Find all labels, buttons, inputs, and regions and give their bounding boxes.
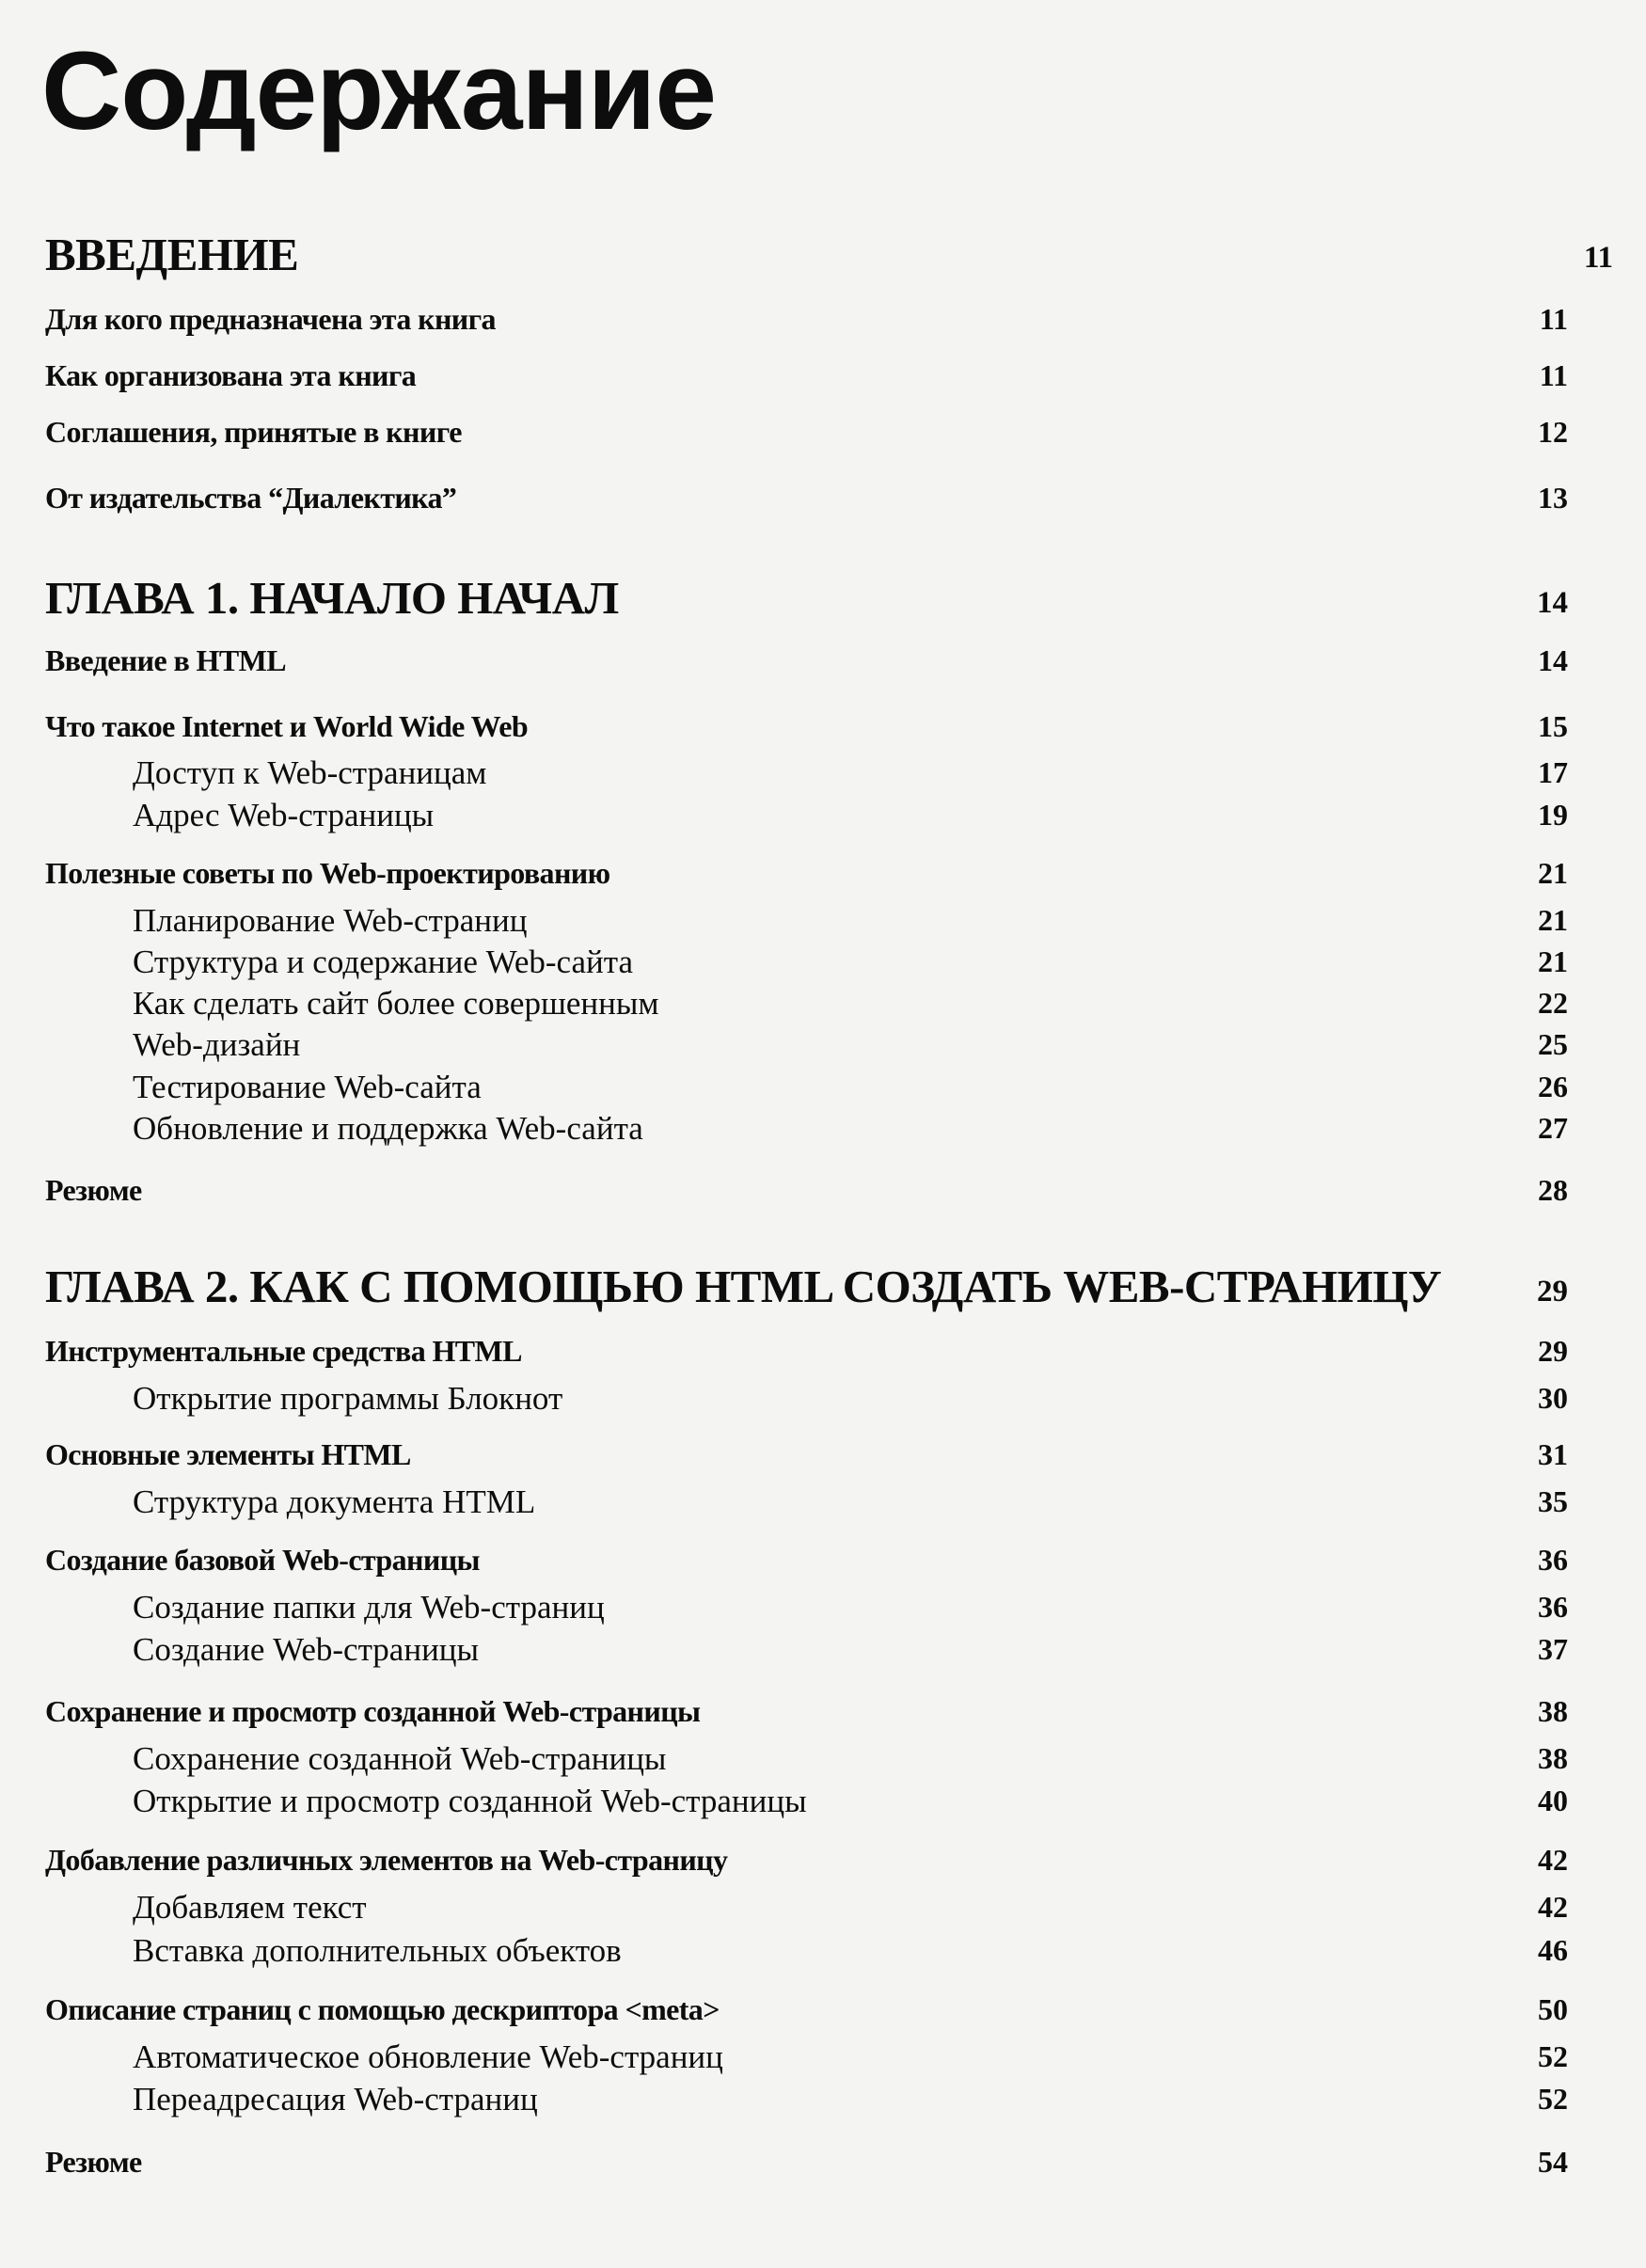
toc-entry-title: Планирование Web-страниц: [133, 902, 528, 939]
toc-entry-section: [0, 1694, 1646, 1728]
toc-entry-title: Структура документа HTML: [133, 1483, 536, 1520]
toc-entry-title: Полезные советы по Web-проектированию: [45, 856, 610, 890]
toc-entry-page-number: 36: [1538, 1590, 1568, 1624]
toc-entry-sub: [0, 1889, 1646, 1926]
toc-entry-title: Обновление и поддержка Web-сайта: [133, 1110, 643, 1147]
toc-entry-page-number: 17: [1538, 755, 1568, 789]
toc-entry-sub: [0, 2081, 1646, 2117]
toc-entry-title: Как организована эта книга: [45, 358, 417, 392]
toc-entry-sub: [0, 1380, 1646, 1417]
toc-entry-title: Адрес Web-страницы: [133, 797, 435, 833]
toc-entry-title: Для кого предназначена эта книга: [45, 302, 496, 336]
toc-entry-page-number: 42: [1538, 1890, 1568, 1924]
toc-entry-title: Открытие и просмотр созданной Web-страницы: [133, 1783, 807, 1819]
toc-entry-sub: [0, 985, 1646, 1022]
toc-entry-section: [0, 1437, 1646, 1471]
toc-entry-page-number: 40: [1538, 1784, 1568, 1817]
toc-entry-section: [0, 1992, 1646, 2026]
toc-entry-title: Сохранение созданной Web-страницы: [133, 1740, 667, 1777]
toc-entry-page-number: 26: [1538, 1070, 1568, 1103]
toc-entry-title: Переадресация Web-страниц: [133, 2081, 538, 2117]
toc-entry-title: От издательства “Диалектика”: [45, 481, 457, 515]
toc-entry-title: Соглашения, принятые в книге: [45, 415, 462, 449]
toc-entry-page-number: 52: [1538, 2082, 1568, 2116]
toc-entry-page-number: 11: [1539, 358, 1568, 392]
toc-entry-page-number: 29: [1537, 1275, 1568, 1308]
toc-entry-sub: [0, 902, 1646, 939]
toc-entry-page-number: 25: [1538, 1027, 1568, 1061]
toc-entry-page-number: 42: [1538, 1843, 1568, 1877]
toc-entry-page-number: 11: [1539, 302, 1568, 336]
toc-entry-section: [0, 2145, 1646, 2179]
toc-entry-sub: [0, 1932, 1646, 1969]
toc-entry-sub: [0, 1740, 1646, 1777]
toc-entry-page-number: 21: [1538, 944, 1568, 978]
toc-entry-chapter: [0, 1261, 1646, 1312]
toc-entry-section: [0, 856, 1646, 890]
toc-entry-sub: [0, 754, 1646, 791]
toc-entry-page-number: 13: [1538, 481, 1568, 515]
toc-entry-page-number: 46: [1538, 1933, 1568, 1967]
toc-entry-page-number: 28: [1538, 1173, 1568, 1207]
toc-entry-page-number: 14: [1538, 643, 1568, 677]
toc-entry-title: Структура и содержание Web-сайта: [133, 944, 634, 980]
toc-entry-title: Создание Web-страницы: [133, 1631, 480, 1668]
toc-entry-sub: [0, 1026, 1646, 1063]
toc-entry-title: Основные элементы HTML: [45, 1437, 411, 1471]
toc-entry-title: Тестирование Web-сайта: [133, 1069, 482, 1105]
toc-entry-page-number: 14: [1537, 586, 1568, 620]
toc-entry-section: [0, 415, 1646, 449]
toc-entry-sub: [0, 1631, 1646, 1668]
toc-entry-section: [0, 1334, 1646, 1368]
toc-entry-page-number: 50: [1538, 1992, 1568, 2026]
toc-entry-title: ГЛАВА 1. НАЧАЛО НАЧАЛ: [45, 572, 619, 624]
toc-entry-page-number: 36: [1538, 1543, 1568, 1577]
toc-entry-title: Добавление различных элементов на Web-страницу: [45, 1843, 728, 1877]
toc-entry-sub: [0, 1110, 1646, 1147]
toc-entry-title: Открытие программы Блокнот: [133, 1380, 563, 1417]
toc-entry-page-number: 38: [1538, 1741, 1568, 1775]
toc-entry-page-number: 35: [1538, 1484, 1568, 1518]
toc-entry-title: Резюме: [45, 1173, 142, 1207]
toc-entry-page-number: 54: [1538, 2145, 1568, 2179]
toc-entry-page-number: 15: [1538, 709, 1568, 743]
toc-entry-sub: [0, 1589, 1646, 1626]
toc-entry-section: [0, 1843, 1646, 1877]
toc-entry-sub: [0, 797, 1646, 833]
toc-entry-sub: [0, 1069, 1646, 1105]
toc-entry-section: [0, 1173, 1646, 1207]
toc-entry-page-number: 52: [1538, 2039, 1568, 2073]
toc-entry-title: Инструментальные средства HTML: [45, 1334, 522, 1368]
toc-entry-title: Введение в HTML: [45, 643, 286, 677]
toc-entry-page-number: 27: [1538, 1111, 1568, 1145]
toc-entry-title: ГЛАВА 2. КАК С ПОМОЩЬЮ HTML СОЗДАТЬ WEB-СТРАНИЦУ: [45, 1261, 1442, 1312]
toc-entry-page-number: 30: [1538, 1381, 1568, 1415]
toc-entry-page-number: 11: [1583, 241, 1613, 275]
toc-entry-title: Резюме: [45, 2145, 142, 2179]
toc-entry-section: [0, 1543, 1646, 1577]
toc-entry-title: Вставка дополнительных объектов: [133, 1932, 622, 1969]
toc-entry-page-number: 31: [1538, 1437, 1568, 1471]
toc-entry-page-number: 21: [1538, 856, 1568, 890]
page-title: Содержание: [41, 29, 716, 153]
toc-entry-title: Автоматическое обновление Web-страниц: [133, 2038, 723, 2075]
toc-entry-title: Создание папки для Web-страниц: [133, 1589, 605, 1626]
toc-entry-page-number: 38: [1538, 1694, 1568, 1728]
toc-entry-chapter: [0, 229, 1646, 280]
toc-entry-title: Как сделать сайт более совершенным: [133, 985, 659, 1022]
toc-entry-section: [0, 709, 1646, 743]
toc-entry-sub: [0, 1783, 1646, 1819]
toc-entry-title: Доступ к Web-страницам: [133, 754, 487, 791]
toc-entry-page-number: 12: [1538, 415, 1568, 449]
toc-entry-title: Создание базовой Web-страницы: [45, 1543, 480, 1577]
toc-entry-page-number: 19: [1538, 798, 1568, 832]
toc-entry-page-number: 29: [1538, 1334, 1568, 1368]
toc-entry-page-number: 22: [1538, 986, 1568, 1020]
toc-entry-title: Сохранение и просмотр созданной Web-страницы: [45, 1694, 701, 1728]
toc-entry-section: [0, 481, 1646, 515]
toc-entry-title: ВВЕДЕНИЕ: [45, 229, 299, 280]
toc-entry-title: Добавляем текст: [133, 1889, 367, 1926]
toc-entry-page-number: 37: [1538, 1632, 1568, 1666]
toc-entry-chapter: [0, 572, 1646, 624]
toc-entry-title: Web-дизайн: [133, 1026, 301, 1063]
toc-entry-section: [0, 302, 1646, 336]
toc-entry-page-number: 21: [1538, 903, 1568, 937]
toc-entry-title: Что такое Internet и World Wide Web: [45, 709, 529, 743]
toc-entry-title: Описание страниц с помощью дескриптора <meta>: [45, 1992, 720, 2026]
